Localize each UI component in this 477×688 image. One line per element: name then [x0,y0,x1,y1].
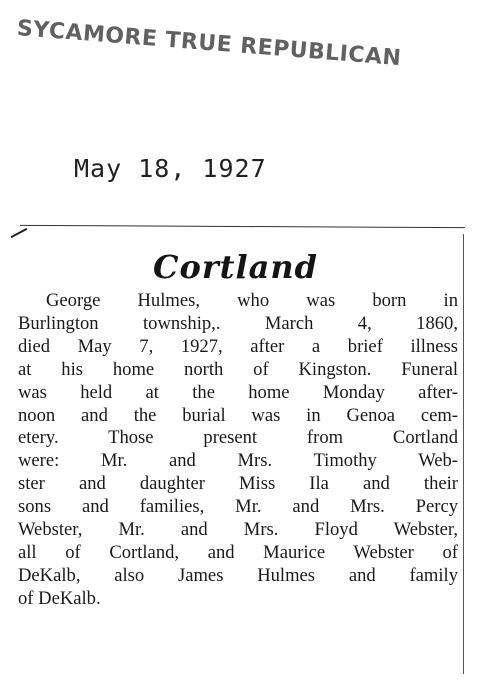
news-clipping [8,226,470,681]
article-line: noon and the burial was in Genoa cem- [18,404,458,426]
newspaper-name-stamp: SYCAMORE TRUE REPUBLICAN [16,16,403,72]
article-headline: Cortland [153,248,318,286]
article-line: died May 7, 1927, after a brief illness [18,335,458,357]
article-line: at his home north of Kingston. Funeral [18,358,458,380]
article-line: ster and daughter Miss Ila and their [18,473,458,495]
article-line: was held at the home Monday after- [18,381,458,403]
article-line: etery. Those present from Cortland [18,427,458,449]
clipping-corner-mark [11,228,28,238]
article-line: Burlington township,. March 4, 1860, [18,312,458,334]
article-line: of DeKalb. [18,587,101,609]
article-line: Webster, Mr. and Mrs. Floyd Webster, [18,519,458,541]
article-line: George Hulmes, who was born in [46,290,458,311]
article-line: sons and families, Mr. and Mrs. Percy [18,496,458,518]
article-line: were: Mr. and Mrs. Timothy Web- [18,450,458,472]
clipping-column-rule [463,234,464,674]
article-body [18,290,458,611]
article-line: all of Cortland, and Maurice Webster of [18,541,458,563]
article-line: DeKalb, also James Hulmes and family [18,564,458,586]
clipping-top-rule [20,225,465,228]
publication-date: May 18, 1927 [74,154,267,183]
